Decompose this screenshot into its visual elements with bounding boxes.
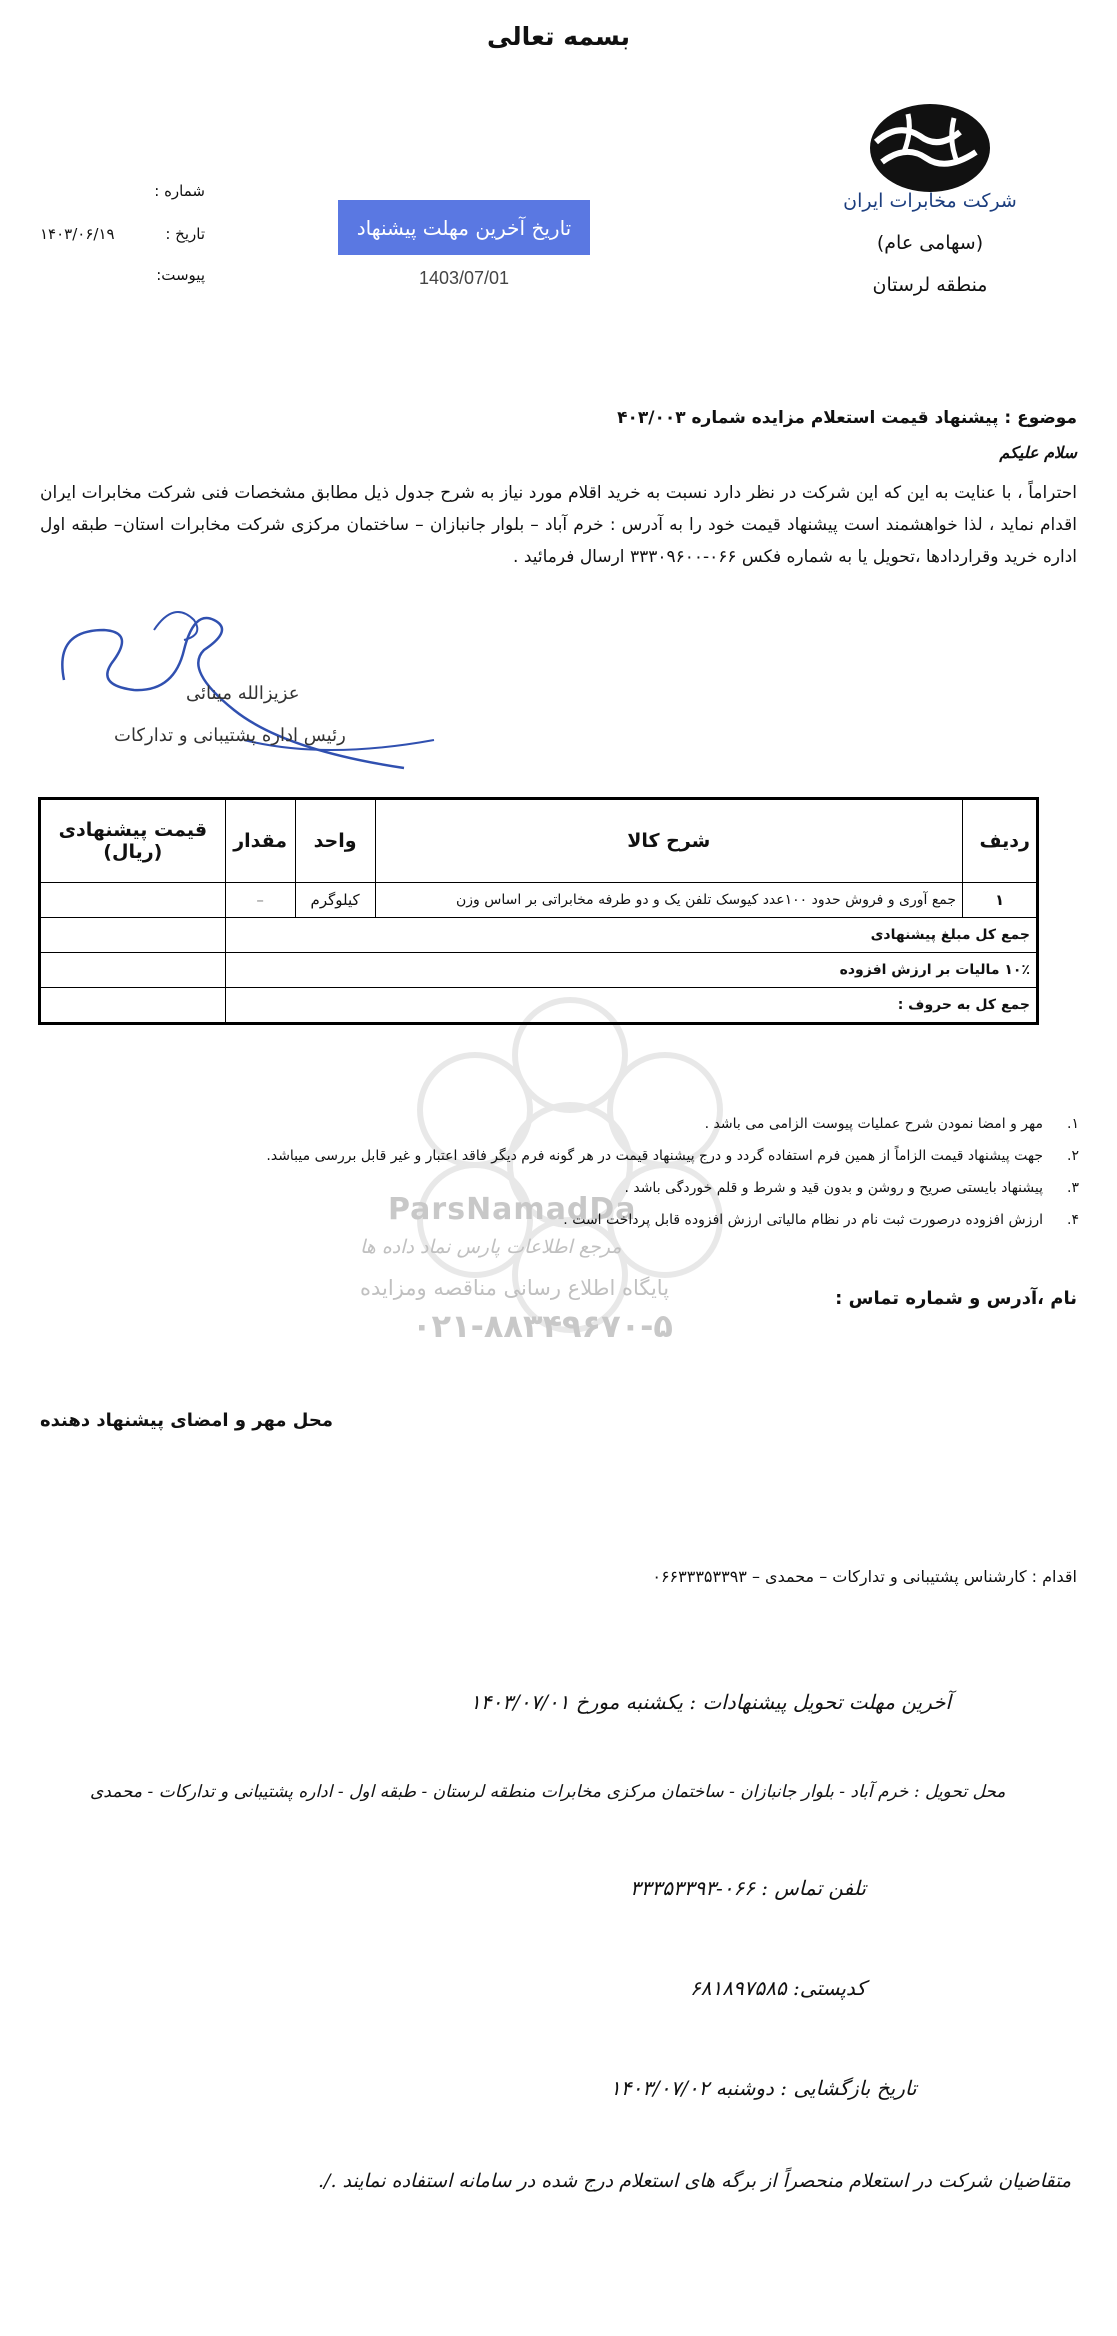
contact-label: نام ،آدرس و شماره تماس : <box>835 1288 1077 1309</box>
total-words-row <box>40 988 1038 1024</box>
letter-subject: موضوع : پیشنهاد قیمت استعلام مزایده شماره ۴۰۳/۰۰۳ <box>617 408 1077 428</box>
deadline-banner-label: تاریخ آخرین مهلت پیشنهاد <box>356 215 572 240</box>
col-header-unit: واحد <box>295 799 375 883</box>
col-header-price: قیمت پیشنهادی (ریال) <box>40 799 226 883</box>
total-row <box>40 918 1038 953</box>
table-header-row <box>40 799 1038 883</box>
vat-row <box>40 953 1038 988</box>
list-item <box>39 1172 1079 1204</box>
letter-body: احتراماً ، با عنایت به این که این شرکت در نظر دارد نسبت به خرید اقلام مورد نیاز به شرح جدول ذیل مطابق مشخصات فنی شرکت مخابرات ایران اقدام نماید ، لذا خواهشمند است پیشنهاد قیمت خود را به آدرس : خرم آباد – بلوار جانبازان – ساختمان مرکزی شرکت مخابرات استان– طبقه اول اداره خرید وقراردادها ،تحویل یا به شماره فکس ۰۶۶-۳۳۳۰۹۶۰۰ ارسال فرمائید . <box>40 483 1077 567</box>
handwritten-deadline: آخرین مهلت تحویل پیشنهادات : یکشنبه مورخ ۱۴۰۳/۰۷/۰۱ <box>470 1690 952 1714</box>
watermark-brand: ParsNamadDa <box>388 1192 637 1227</box>
company-region: منطقه لرستان <box>872 274 988 296</box>
total-value <box>40 918 226 953</box>
table-row <box>40 883 1038 918</box>
total-label: جمع کل مبلغ پیشنهادی <box>225 918 1037 953</box>
watermark-subtitle: پایگاه اطلاع رسانی مناقصه ومزایده <box>360 1276 670 1300</box>
vat-label: ۱۰٪ مالیات بر ارزش افزوده <box>225 953 1037 988</box>
signatory-title: رئیس اداره پشتیبانی و تدارکات <box>114 725 346 746</box>
notes-list <box>39 1108 1079 1236</box>
company-type: (سهامی عام) <box>876 232 984 254</box>
note-number: ۱. <box>1067 1116 1079 1132</box>
letter-greeting: سلام علیکم <box>999 443 1077 462</box>
handwritten-phone: تلفن تماس : ۰۶۶-۳۳۳۵۳۳۹۳ <box>630 1876 866 1900</box>
cell-description: جمع آوری و فروش حدود ۱۰۰عدد کیوسک تلفن یک و دو طرفه مخابراتی بر اساس وزن <box>375 883 963 918</box>
watermark-phone: ۰۲۱-۸۸۳۴۹۶۷۰-۵ <box>412 1307 673 1345</box>
letter-number-label: شماره : <box>154 182 205 200</box>
cell-row: ۱ <box>963 883 1038 918</box>
list-item <box>39 1204 1079 1236</box>
list-item <box>39 1140 1079 1172</box>
cell-unit: کیلوگرم <box>295 883 375 918</box>
note-number: ۲. <box>1067 1148 1079 1164</box>
company-logo <box>868 102 992 194</box>
action-line: اقدام : کارشناس پشتیبانی و تدارکات – محمدی – ۰۶۶۳۳۳۵۳۳۹۳ <box>652 1567 1077 1586</box>
note-number: ۴. <box>1067 1212 1079 1228</box>
handwritten-opening: تاریخ بازگشایی : دوشنبه ۱۴۰۳/۰۷/۰۲ <box>610 2076 917 2100</box>
items-table <box>38 797 1039 1025</box>
deadline-banner <box>338 200 590 255</box>
letter-attachment-label: پیوست: <box>156 266 205 284</box>
stamp-label: محل مهر و امضای پیشنهاد دهنده <box>40 1410 333 1431</box>
note-text: ارزش افزوده درصورت ثبت نام در نظام مالیاتی ارزش افزوده قابل پرداخت است . <box>563 1212 1043 1228</box>
list-item <box>39 1108 1079 1140</box>
col-header-description: شرح کالا <box>375 799 963 883</box>
handwritten-note: متقاضیان شرکت در استعلام منحصراً از برگه های استعلام درج شده در سامانه استفاده نمایند ./. <box>318 2170 1072 2192</box>
vat-value <box>40 953 226 988</box>
signatory-name: عزیزالله مینائی <box>186 683 300 704</box>
note-number: ۳. <box>1067 1180 1079 1196</box>
watermark-tagline: مرجع اطلاعات پارس نماد داده ها <box>360 1236 622 1258</box>
total-words-value <box>40 988 226 1024</box>
total-words-label: جمع کل به حروف : <box>225 988 1037 1024</box>
col-header-quantity: مقدار <box>225 799 295 883</box>
letter-date-value: ۱۴۰۳/۰۶/۱۹ <box>40 225 115 243</box>
deadline-date: 1403/07/01 <box>418 268 510 288</box>
handwritten-postal: کدپستی: ۶۸۱۸۹۷۵۸۵ <box>690 1976 866 2000</box>
handwritten-delivery: محل تحویل : خرم آباد - بلوار جانبازان - ساختمان مرکزی مخابرات منطقه لرستان - طبقه اول - اداره پشتیبانی و تدارکات - محمدی <box>90 1782 1006 1802</box>
cell-price <box>40 883 226 918</box>
note-text: پیشنهاد بایستی صریح و روشن و بدون قید و شرط و قلم خوردگی باشد . <box>624 1180 1043 1196</box>
note-text: جهت پیشنهاد قیمت الزاماً از همین فرم استفاده گردد و درج پیشنهاد قیمت در هر گونه فرم دیگر فاقد اعتبار و غیر قابل بررسی میباشد. <box>266 1148 1043 1164</box>
cell-quantity: – <box>225 883 295 918</box>
note-text: مهر و امضا نمودن شرح عملیات پیوست الزامی می باشد . <box>704 1116 1043 1132</box>
col-header-row: ردیف <box>963 799 1038 883</box>
letter-date-label: تاریخ : <box>165 225 205 243</box>
company-name: شرکت مخابرات ایران <box>843 190 1017 212</box>
page-title: بسمه تعالی <box>486 22 631 51</box>
